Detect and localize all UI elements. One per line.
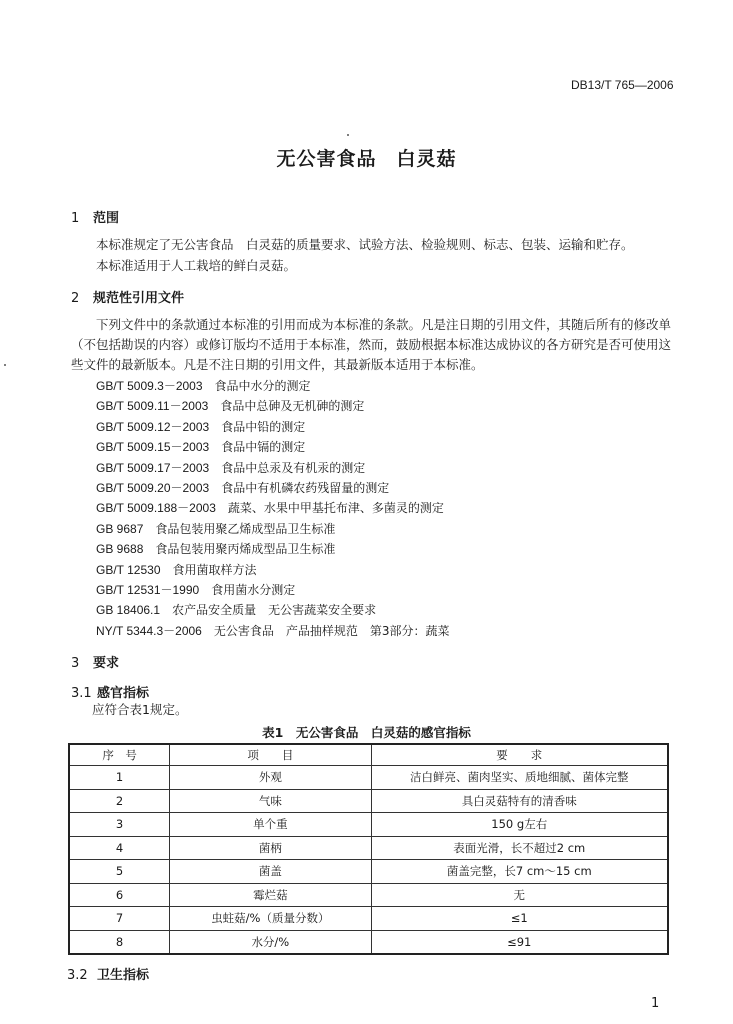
- table-cell: 1: [69, 766, 170, 790]
- table-row: [69, 789, 668, 813]
- section-3-1-heading: [71, 682, 149, 701]
- reference-title: 农产品安全质量 无公害蔬菜安全要求: [172, 603, 377, 618]
- section-number: 1: [71, 211, 80, 226]
- section-number: 3: [71, 656, 80, 671]
- section-title: 要求: [93, 656, 120, 671]
- section-2-para-1: 下列文件中的条款通过本标准的引用而成为本标准的条款。凡是注日期的引用文件，其随后所有的修改单（不包括勘误的内容）或修订版均不适用于本标准，然而，鼓励根据本标准达成协议的各方研究是否可使用这些文件的最新版本。凡是不注日期的引用文件，其最新版本适用于本标准。: [71, 317, 672, 372]
- section-title: 感官指标: [97, 686, 150, 701]
- section-number: 2: [71, 291, 80, 306]
- table-header-row: [69, 744, 668, 766]
- section-title: 规范性引用文件: [93, 291, 185, 306]
- reference-title: 食品中总砷及无机砷的测定: [220, 399, 365, 414]
- table-row: [69, 907, 668, 931]
- table-cell: 5: [69, 860, 170, 884]
- table-cell: 具白灵菇特有的清香味: [371, 789, 668, 813]
- standard-number: DB13/T 765—2006: [571, 78, 674, 92]
- reference-title: 食品中有机磷农药残留量的测定: [221, 481, 390, 495]
- reference-code: GB/T 5009.17－2003: [96, 460, 210, 475]
- table-row: [69, 860, 668, 884]
- table-1-caption: 表1 无公害食品 白灵菇的感官指标: [262, 725, 471, 740]
- reference-code: GB/T 5009.188－2003: [96, 501, 216, 516]
- reference-item: [96, 601, 376, 618]
- table-cell: 6: [69, 883, 170, 907]
- reference-item: [96, 581, 295, 598]
- table-cell: 水分/%: [170, 930, 371, 954]
- reference-title: 食品中镉的测定: [221, 440, 306, 455]
- reference-code: GB/T 5009.20－2003: [96, 481, 210, 495]
- section-title: 卫生指标: [97, 968, 150, 983]
- table-header-cell: 序 号: [69, 744, 170, 766]
- reference-code: GB/T 5009.15－2003: [96, 440, 210, 455]
- reference-title: 食品中总汞及有机汞的测定: [221, 460, 366, 475]
- reference-item: [96, 418, 305, 435]
- reference-item: [96, 438, 305, 455]
- reference-code: GB/T 12531－1990: [96, 583, 200, 597]
- reference-item: [96, 459, 365, 476]
- section-3-1-para: 应符合表1规定。: [92, 702, 188, 717]
- table-cell: 8: [69, 930, 170, 954]
- section-3-heading: [71, 652, 119, 671]
- document-title: 无公害食品 白灵菇: [276, 148, 457, 170]
- reference-code: GB/T 5009.12－2003: [96, 419, 210, 434]
- reference-title: 食品中铅的测定: [221, 419, 306, 434]
- table-cell: 单个重: [170, 813, 371, 837]
- reference-code: GB/T 5009.3－2003: [96, 379, 203, 393]
- table-cell: 虫蛀菇/%（质量分数）: [170, 907, 371, 931]
- table-row: [69, 930, 668, 954]
- reference-code: GB 9688: [96, 542, 144, 557]
- table-row: [69, 813, 668, 837]
- table-cell: 4: [69, 836, 170, 860]
- table-cell: 150 g左右: [371, 813, 668, 837]
- table-header-cell: 要 求: [371, 744, 668, 766]
- table-cell: ≤1: [371, 907, 668, 931]
- section-2-heading: [71, 287, 184, 306]
- reference-title: 食用菌取样方法: [172, 562, 257, 577]
- reference-title: 蔬菜、水果中甲基托布津、多菌灵的测定: [227, 501, 444, 516]
- reference-item: [96, 377, 311, 394]
- reference-code: GB 18406.1: [96, 603, 161, 618]
- section-3-2-heading: [67, 964, 149, 983]
- reference-item: [96, 561, 257, 578]
- table-body: [69, 766, 668, 955]
- table-row: [69, 883, 668, 907]
- table-cell: 7: [69, 907, 170, 931]
- section-number: 3.2: [67, 968, 88, 983]
- table-cell: 洁白鲜亮、菌肉坚实、质地细腻、菌体完整: [371, 766, 668, 790]
- table-cell: 菌盖完整，长7 cm～15 cm: [371, 860, 668, 884]
- table-cell: 菌柄: [170, 836, 371, 860]
- reference-item: [96, 499, 444, 516]
- scan-speck: [4, 364, 6, 366]
- table-cell: 霉烂菇: [170, 883, 371, 907]
- reference-code: GB/T 5009.11－2003: [96, 399, 209, 414]
- table-cell: 外观: [170, 766, 371, 790]
- reference-item: [96, 622, 450, 639]
- reference-code: GB 9687: [96, 521, 144, 536]
- table-header-cell: 项 目: [170, 744, 371, 766]
- reference-title: 食品包装用聚丙烯成型品卫生标准: [155, 542, 336, 557]
- table-row: [69, 766, 668, 790]
- reference-title: 食品中水分的测定: [214, 379, 311, 393]
- table-cell: 气味: [170, 789, 371, 813]
- reference-item: [96, 520, 335, 537]
- section-1-para-1: 本标准规定了无公害食品 白灵菇的质量要求、试验方法、检验规则、标志、包装、运输和贮存。: [96, 237, 634, 252]
- table-cell: 3: [69, 813, 170, 837]
- section-number: 3.1: [71, 686, 92, 701]
- table-cell: 表面光滑，长不超过2 cm: [371, 836, 668, 860]
- reference-code: NY/T 5344.3－2006: [96, 623, 202, 638]
- section-title: 范围: [93, 211, 120, 226]
- sensory-table: [68, 743, 669, 955]
- page-number: 1: [651, 996, 660, 1011]
- reference-title: 无公害食品 产品抽样规范 第3部分：蔬菜: [213, 623, 450, 638]
- table-row: [69, 836, 668, 860]
- reference-item: [96, 397, 364, 414]
- reference-code: GB/T 12530: [96, 562, 161, 577]
- table-cell: 无: [371, 883, 668, 907]
- section-1-heading: [71, 207, 119, 226]
- section-1-para-2: 本标准适用于人工栽培的鲜白灵菇。: [96, 258, 297, 273]
- reference-title: 食品包装用聚乙烯成型品卫生标准: [155, 521, 336, 536]
- table-cell: ≤91: [371, 930, 668, 954]
- table-cell: 2: [69, 789, 170, 813]
- reference-item: [96, 479, 389, 496]
- scan-speck: [347, 134, 349, 136]
- reference-title: 食用菌水分测定: [211, 583, 296, 597]
- reference-item: [96, 540, 335, 557]
- table-cell: 菌盖: [170, 860, 371, 884]
